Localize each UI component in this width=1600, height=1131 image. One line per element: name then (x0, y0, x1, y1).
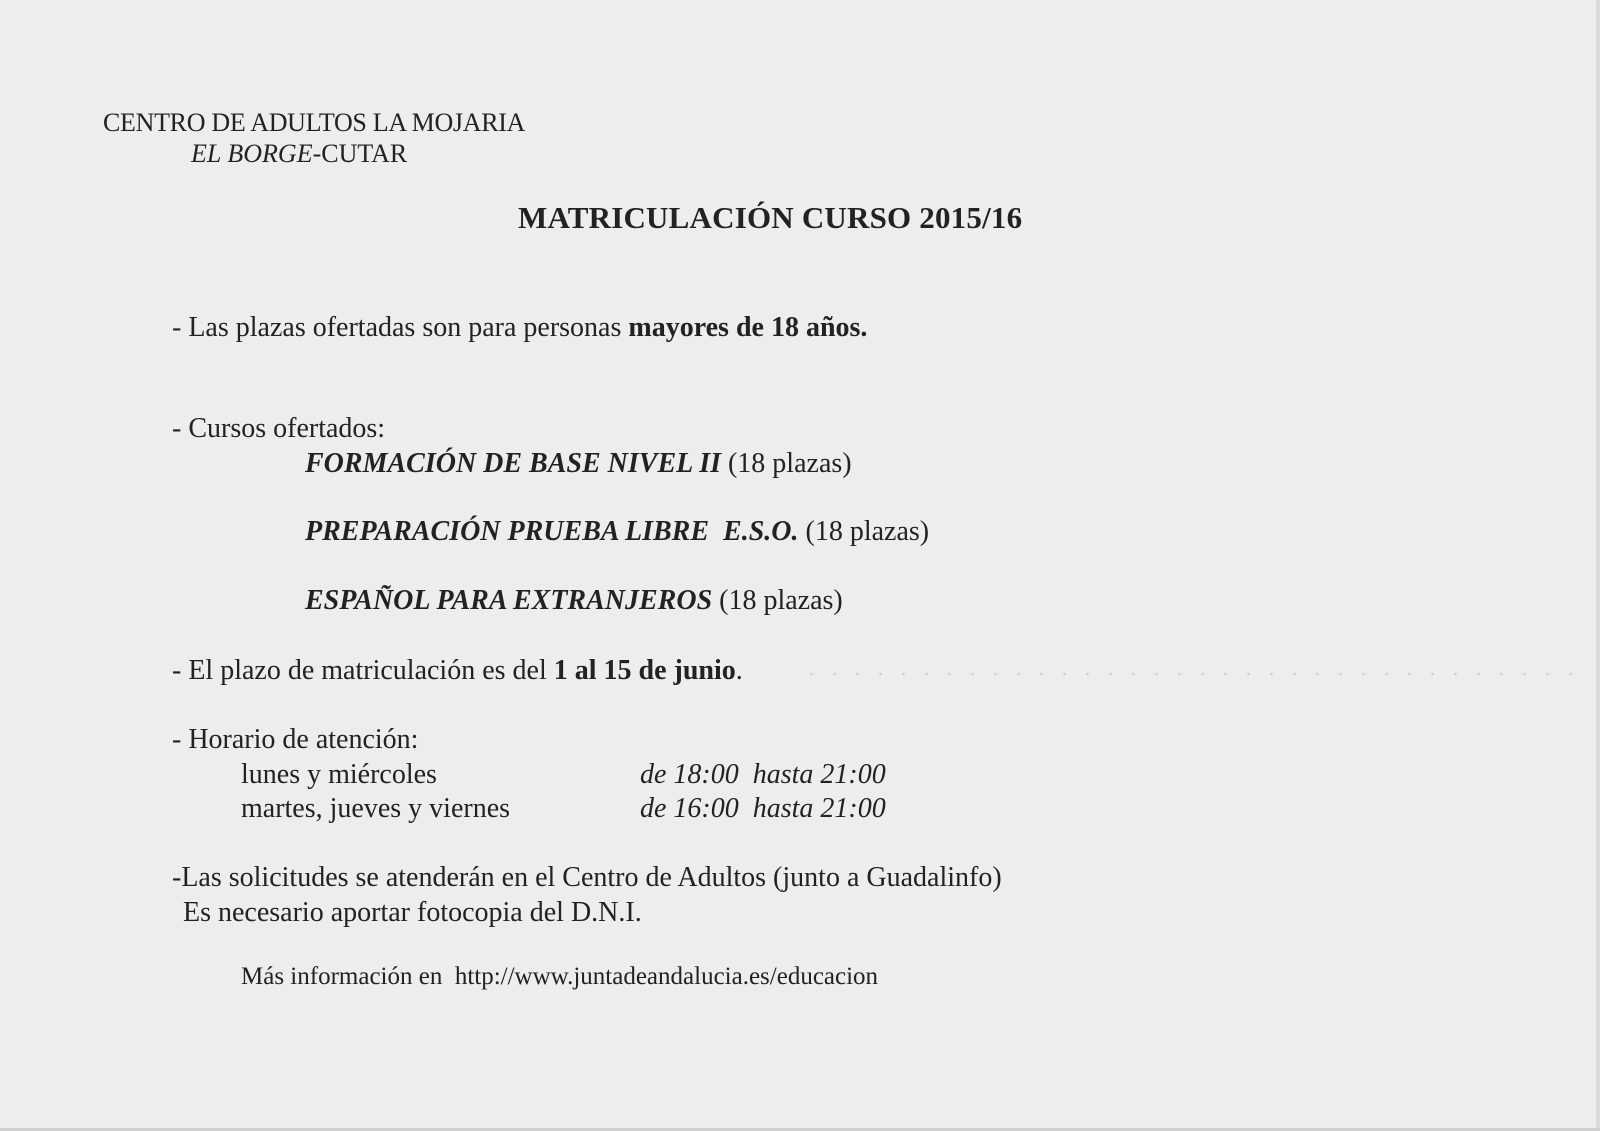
requests-line: -Las solicitudes se atenderán en el Centro de Adultos (junto a Guadalinfo) (172, 862, 1002, 893)
course-item (305, 516, 929, 548)
page-edge-right (1596, 0, 1600, 1131)
period-dates: 1 al 15 de junio (553, 655, 736, 686)
course-seats: (18 plazas) (712, 585, 843, 616)
schedule-hours: de 16:00 hasta 21:00 (640, 793, 886, 824)
scan-specks (800, 670, 1590, 678)
location-italic: EL BORGE (191, 139, 313, 168)
enrollment-period (172, 655, 743, 687)
page-title: MATRICULACIÓN CURSO 2015/16 (518, 200, 1023, 235)
eligibility-bold: mayores de 18 años. (628, 312, 868, 343)
course-seats: (18 plazas) (720, 448, 852, 479)
course-name: FORMACIÓN DE BASE NIVEL II (305, 448, 721, 479)
course-seats: (18 plazas) (798, 516, 930, 547)
location-rest: -CUTAR (312, 139, 408, 168)
schedule-days: lunes y miércoles (241, 759, 437, 790)
schedule-days: martes, jueves y viernes (241, 793, 511, 824)
course-item (305, 448, 852, 480)
more-info: Más información en http://www.juntadeandalucia.es/educacion (241, 963, 879, 990)
course-name: ESPAÑOL PARA EXTRANJEROS (305, 585, 713, 616)
period-prefix: - El plazo de matriculación es del (172, 655, 554, 686)
requests-note: Es necesario aportar fotocopia del D.N.I. (183, 897, 642, 928)
schedule-heading: - Horario de atención: (172, 724, 419, 755)
course-item (305, 585, 843, 617)
schedule-hours: de 18:00 hasta 21:00 (640, 759, 886, 790)
courses-heading: - Cursos ofertados: (172, 413, 386, 444)
course-name: PREPARACIÓN PRUEBA LIBRE E.S.O. (305, 516, 799, 547)
eligibility-line (172, 312, 867, 344)
center-location (191, 139, 407, 169)
eligibility-prefix: - Las plazas ofertadas son para personas (172, 312, 629, 343)
center-name: CENTRO DE ADULTOS LA MOJARIA (103, 108, 526, 137)
period-suffix: . (735, 655, 743, 686)
